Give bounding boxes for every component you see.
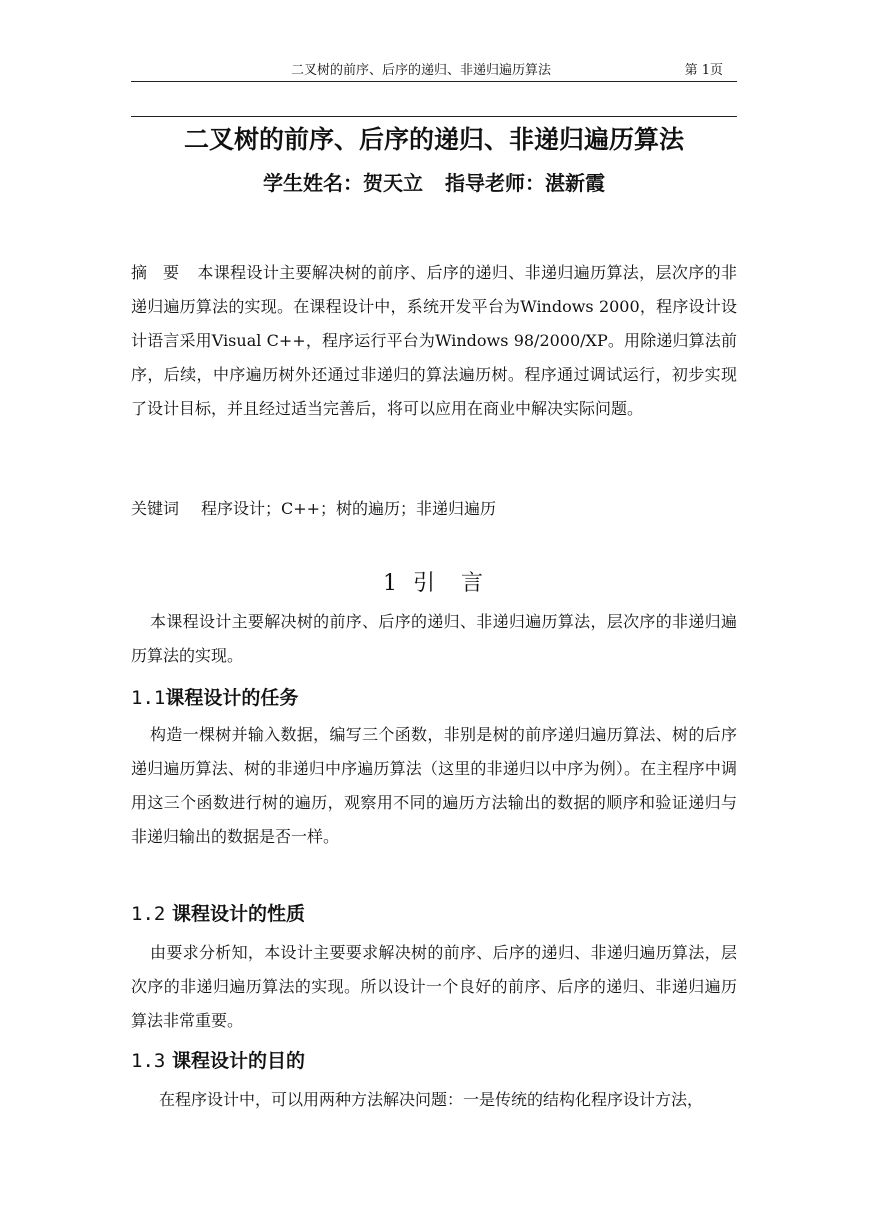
keywords-text: 程序设计；C++；树的遍历；非递归遍历 bbox=[201, 499, 497, 518]
subsection-heading-1-2 bbox=[131, 899, 737, 929]
nature-paragraph: 由要求分析知，本设计主要要求解决树的前序、后序的递归、非递归遍历算法，层次序的非递归遍历算法的实现。所以设计一个良好的前序、后序的递归、非递归遍历算法非常重要。 bbox=[131, 943, 737, 1030]
abstract-label: 摘 要 bbox=[131, 263, 180, 282]
subsection-heading-1-3 bbox=[131, 1046, 737, 1076]
section-title: 引 言 bbox=[412, 571, 485, 596]
section-number: 1 bbox=[382, 571, 399, 596]
page-number: 第 1页 bbox=[684, 63, 723, 78]
header-rule bbox=[131, 81, 737, 82]
subsection-heading-1-1 bbox=[131, 683, 737, 713]
running-header bbox=[131, 62, 737, 80]
purpose-paragraph: 在程序设计中，可以用两种方法解决问题：一是传统的结构化程序设计方法， bbox=[159, 1090, 704, 1109]
task-paragraph: 构造一棵树并输入数据，编写三个函数，非别是树的前序递归遍历算法、树的后序递归遍历算法、树的非递归中序遍历算法（这里的非递归以中序为例）。在主程序中调用这三个函数进行树的遍历，观察用不同的遍历方法输出的数据的顺序和验证递归与非递归输出的数据是否一样。 bbox=[131, 725, 737, 846]
abstract-text: 本课程设计主要解决树的前序、后序的递归、非递归遍历算法，层次序的非递归遍历算法的实现。在课程设计中，系统开发平台为Windows 2000，程序设计设计语言采用Visual C++，程序运行平台为Windows 98/2000/XP。用除递归算法前序，后续，中序遍历树外还通过非递归的算法遍历树。程序通过调试运行，初步实现了设计目标，并且经过适当完善后，将可以应用在商业中解决实际问题。 bbox=[131, 263, 737, 418]
subsection-title: 课程设计的性质 bbox=[171, 903, 305, 925]
keywords-label: 关键词 bbox=[131, 499, 180, 518]
keywords bbox=[131, 492, 737, 526]
author-line bbox=[131, 168, 737, 198]
subsection-number: 1.1 bbox=[131, 687, 166, 709]
section-heading-intro bbox=[131, 567, 737, 601]
advisor-name: 指导老师：湛新霞 bbox=[445, 171, 605, 195]
intro-paragraph: 本课程设计主要解决树的前序、后序的递归、非递归遍历算法，层次序的非递归遍历算法的实现。 bbox=[131, 612, 737, 665]
subsection-title: 课程设计的任务 bbox=[165, 687, 299, 709]
title-rule bbox=[131, 116, 737, 117]
student-name: 学生姓名：贺天立 bbox=[263, 171, 423, 195]
running-header-title: 二叉树的前序、后序的递归、非递归遍历算法 bbox=[291, 63, 552, 78]
subsection-number: 1.3 bbox=[131, 1050, 166, 1072]
subsection-number: 1.2 bbox=[131, 903, 166, 925]
subsection-title: 课程设计的目的 bbox=[171, 1050, 305, 1072]
document-title: 二叉树的前序、后序的递归、非递归遍历算法 bbox=[183, 125, 684, 154]
abstract bbox=[131, 256, 737, 426]
